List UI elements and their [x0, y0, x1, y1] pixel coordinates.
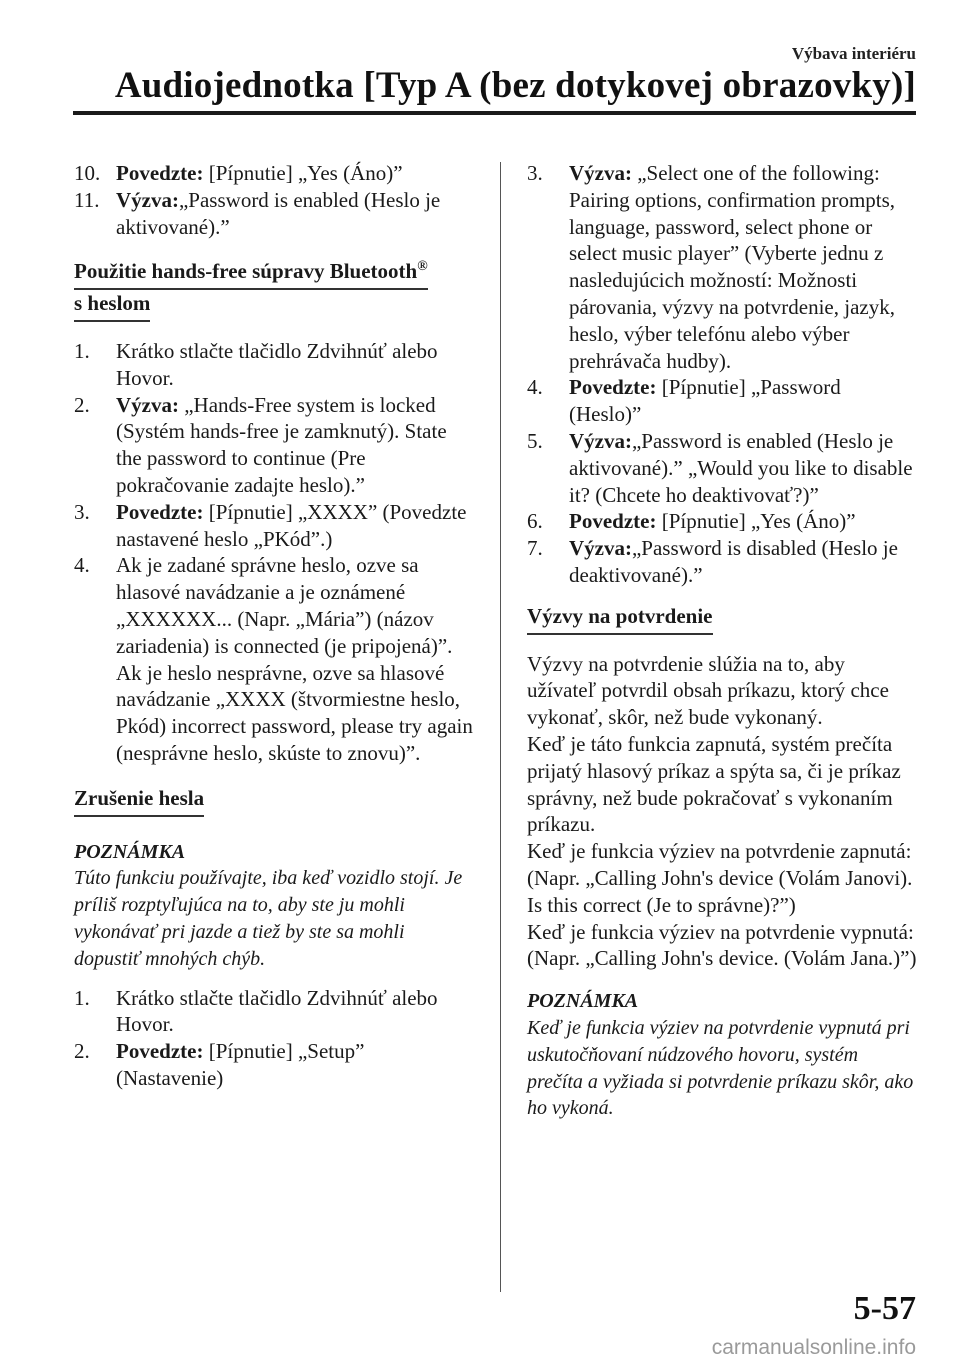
step-number: 10.: [74, 161, 101, 185]
step-text: „Password is disabled (Heslo je deaktivované).”: [569, 536, 898, 587]
step-number: 1.: [74, 985, 90, 1010]
step-number: 2.: [74, 1039, 90, 1064]
paragraph: Keď je táto funkcia zapnutá, systém prečíta prijatý hlasový príkaz a spýta sa, či je príkaz správny, než bude pokračovať s vykonaním príkazu.: [527, 731, 901, 837]
step-text: Krátko stlačte tlačidlo Zdvihnúť alebo Hovor.: [116, 985, 438, 1037]
step-number: 11.: [74, 187, 100, 212]
section-title: Zrušenie hesla: [74, 785, 204, 817]
step-label: Povedzte:: [569, 509, 657, 534]
step-number: 1.: [74, 338, 90, 363]
step-text: [Pípnutie] „Yes (Áno)”: [656, 509, 856, 534]
header-rule: [73, 111, 916, 115]
step-number: 4.: [74, 553, 90, 578]
step-text: [Pípnutie] „Setup” (Nastavenie): [116, 1039, 365, 1090]
step-text: [Pípnutie] „XXXX” (Povedzte nastavené heslo „PKód”.): [116, 499, 467, 551]
step-label: Výzva:: [116, 392, 179, 417]
steps-list-right: [527, 160, 917, 589]
step-item: [74, 1038, 474, 1092]
step-text: „Select one of the following: Pairing options, confirmation prompts, language, password, select phone or select music player” (Vyberte jednu z nasledujúcich možností: Možnosti párovania, výzvy na potvrdenie, jazyk, heslo, výber telefónu alebo výber prehrávača hudby).: [569, 161, 896, 373]
note-block: [527, 988, 917, 1122]
step-text: Krátko stlačte tlačidlo Zdvihnúť alebo Hovor.: [116, 338, 438, 390]
step-text: „Password is enabled (Heslo je aktivované).” „Would you like to disable it? (Chcete ho deaktivovať?)”: [569, 428, 913, 507]
steps-list-b: [74, 338, 474, 767]
step-number: 2.: [74, 392, 90, 417]
step-number: 7.: [527, 536, 543, 561]
step-number: 3.: [74, 499, 90, 524]
body-text: [527, 651, 917, 973]
section-title-line2: s heslom: [74, 290, 150, 322]
section-heading-bluetooth: [74, 254, 474, 322]
note-block: [74, 839, 474, 973]
step-label: Povedzte:: [116, 1039, 204, 1064]
left-column: [74, 160, 474, 1092]
step-item: [74, 985, 474, 1039]
section-heading-cancel: [74, 785, 474, 817]
step-text: Ak je zadané správne heslo, ozve sa hlasové navádzanie a je oznámené „XXXXXX... (Napr. „Mária”) (názov zariadenia) is connected (je pripojená)”.: [116, 553, 453, 658]
note-title: POZNÁMKA: [527, 990, 639, 1013]
step-item: [74, 187, 474, 241]
step-item: [74, 338, 474, 392]
section-title: Výzvy na potvrdenie: [527, 603, 713, 635]
step-text: „Password is enabled (Heslo je aktivované).”: [116, 187, 441, 239]
step-text-continued: Ak je heslo nesprávne, ozve sa hlasové navádzanie „XXXX (štvormiestne heslo, Pkód) incorrect password, please try again (nesprávne heslo, skúste to znovu)”.: [116, 660, 473, 765]
page-number: 5-57: [853, 1290, 916, 1327]
registered-mark: ®: [417, 259, 428, 275]
section-heading-confirm: [527, 603, 917, 635]
step-label: Povedzte:: [569, 375, 657, 400]
step-label: Výzva:: [116, 187, 179, 212]
step-item: [527, 535, 917, 589]
paragraph: Keď je funkcia výziev na potvrdenie zapnutá:: [527, 839, 912, 864]
step-label: Výzva:: [569, 536, 632, 561]
step-item: [527, 374, 917, 428]
page-title: Audiojednotka [Typ A (bez dotykovej obrazovky)]: [114, 65, 916, 106]
paragraph: (Napr. „Calling John's device (Volám Janovi). Is this correct (Je to správne)?”): [527, 865, 913, 917]
step-text: [Pípnutie] „Yes (Áno)”: [203, 161, 403, 185]
step-text: „Hands-Free system is locked (Systém hands-free je zamknutý). State the password to continue (Pre pokračovanie zadajte heslo).”: [116, 392, 447, 497]
watermark: carmanualsonline.info: [711, 1336, 916, 1359]
note-title: POZNÁMKA: [74, 840, 186, 863]
step-item: [74, 392, 474, 499]
step-item: [527, 508, 917, 535]
steps-list-c: [74, 985, 474, 1092]
step-item: [74, 499, 474, 553]
step-item: [527, 428, 917, 508]
step-number: 3.: [527, 161, 543, 185]
column-divider: [500, 162, 501, 1292]
step-item: [527, 160, 917, 374]
step-item: [74, 160, 474, 187]
step-text: [Pípnutie] „Password (Heslo)”: [569, 375, 841, 427]
right-column: [527, 160, 917, 1122]
step-label: Výzva:: [569, 428, 632, 453]
paragraph: (Napr. „Calling John's device. (Volám Jana.)”): [527, 946, 917, 971]
steps-list-a: [74, 160, 474, 240]
step-item: [74, 552, 474, 766]
step-number: 5.: [527, 428, 543, 453]
step-label: Povedzte:: [116, 161, 204, 185]
note-text: Túto funkciu používajte, iba keď vozidlo stojí. Je príliš rozptyľujúca na to, aby ste ju mohli vykonávať pri jazde a tiež by ste sa mohli dopustiť mnohých chýb.: [74, 867, 463, 970]
step-number: 6.: [527, 509, 543, 534]
step-number: 4.: [527, 375, 543, 400]
paragraph: Keď je funkcia výziev na potvrdenie vypnutá:: [527, 919, 914, 944]
note-text: Keď je funkcia výziev na potvrdenie vypnutá pri uskutočňovaní núdzového hovoru, systém prečíta a vyžiada si potvrdenie príkazu skôr, ako ho vykoná.: [527, 1016, 914, 1120]
paragraph: Výzvy na potvrdenie slúžia na to, aby užívateľ potvrdil obsah príkazu, ktorý chce vykonať, skôr, než bude vykonaný.: [527, 651, 889, 730]
section-title-line1: Použitie hands-free súpravy Bluetooth: [74, 259, 418, 284]
step-label: Výzva:: [569, 161, 632, 185]
step-label: Povedzte:: [116, 499, 204, 524]
chapter-label: Výbava interiéru: [791, 44, 916, 63]
